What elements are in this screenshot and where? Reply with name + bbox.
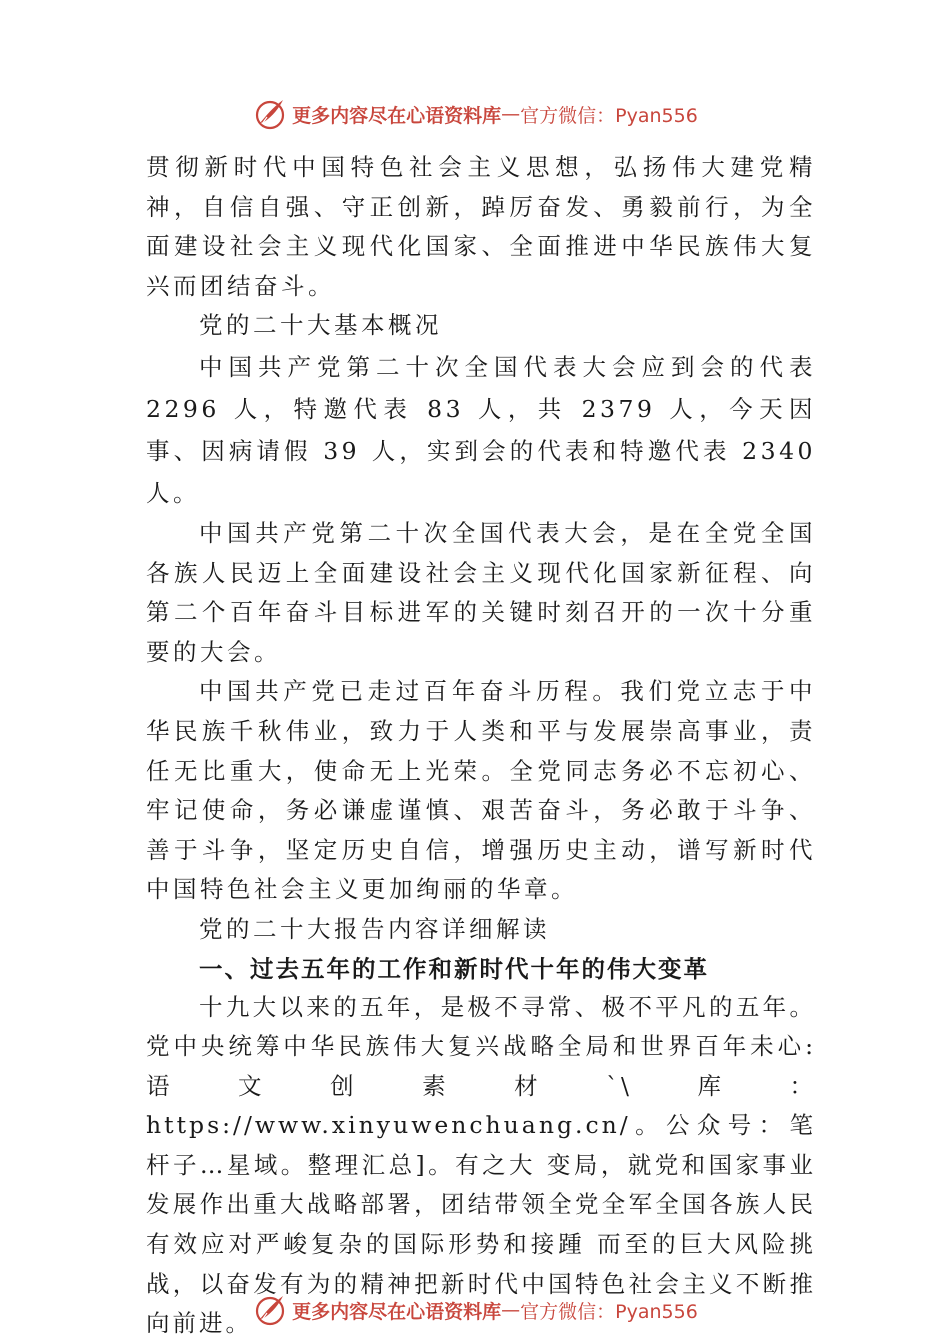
section-title-overview: 党的二十大基本概况 bbox=[199, 311, 442, 340]
section-title-report: 党的二十大报告内容详细解读 bbox=[199, 914, 550, 943]
footer-banner bbox=[0, 1290, 950, 1330]
heading-part-one: 一、过去五年的工作和新时代十年的伟大变革 bbox=[199, 954, 709, 983]
paragraph-five-years: 十九大以来的五年，是极不寻常、极不平凡的五年。党中央统筹中华民族伟大复兴战略全局和世界百年未心:语文创素材`\库：https://www.xinyuwenchuang.cn/。公众号：笔杆子…星域。整理汇总]。有之大 变局，就党和国家事业发展作出重大战略部署，团结带领全党全军全国各族人民有效应对严峻复杂的国际形势和接踵 而至的巨大风险挑战，以奋发有为的精神把新时代中国特色社会主义不断推向前进。 bbox=[146, 992, 816, 1338]
footer-banner-separator: — bbox=[501, 1299, 521, 1321]
header-banner-wechat: 官方微信：Pyan556 bbox=[520, 104, 698, 127]
quill-logo-icon bbox=[252, 96, 288, 132]
paragraph-congress-significance: 中国共产党第二十次全国代表大会，是在全党全国各族人民迈上全面建设社会主义现代化国家新征程、向第二个百年奋斗目标进军的关键时刻召开的一次十分重要的大会。 bbox=[146, 518, 816, 666]
footer-banner-wechat: 官方微信：Pyan556 bbox=[520, 1300, 698, 1323]
footer-banner-text: 更多内容尽在心语资料库 bbox=[292, 1300, 502, 1323]
document-body bbox=[146, 148, 816, 1344]
header-banner-separator: — bbox=[501, 103, 521, 125]
quill-logo-icon bbox=[252, 1292, 288, 1328]
header-banner-text: 更多内容尽在心语资料库 bbox=[292, 104, 502, 127]
header-banner bbox=[0, 94, 950, 134]
paragraph-party-history: 中国共产党已走过百年奋斗历程。我们党立志于中华民族千秋伟业，致力于人类和平与发展崇高事业，责任无比重大，使命无上光荣。全党同志务必不忘初心、牢记使命，务必谦虚谨慎、艰苦奋斗，务必敢于斗争、善于斗争，坚定历史自信，增强历史主动，谱写新时代中国特色社会主义更加绚丽的华章。 bbox=[146, 677, 816, 904]
paragraph-continuation: 贯彻新时代中国特色社会主义思想，弘扬伟大建党精神，自信自强、守正创新，踔厉奋发、勇毅前行，为全面建设社会主义现代化国家、全面推进中华民族伟大复兴而团结奋斗。 bbox=[146, 153, 816, 300]
paragraph-attendance: 中国共产党第二十次全国代表大会应到会的代表 2296 人，特邀代表 83 人，共 2379 人，今天因事、因病请假 39 人，实到会的代表和特邀代表 2340 人。 bbox=[146, 352, 816, 507]
